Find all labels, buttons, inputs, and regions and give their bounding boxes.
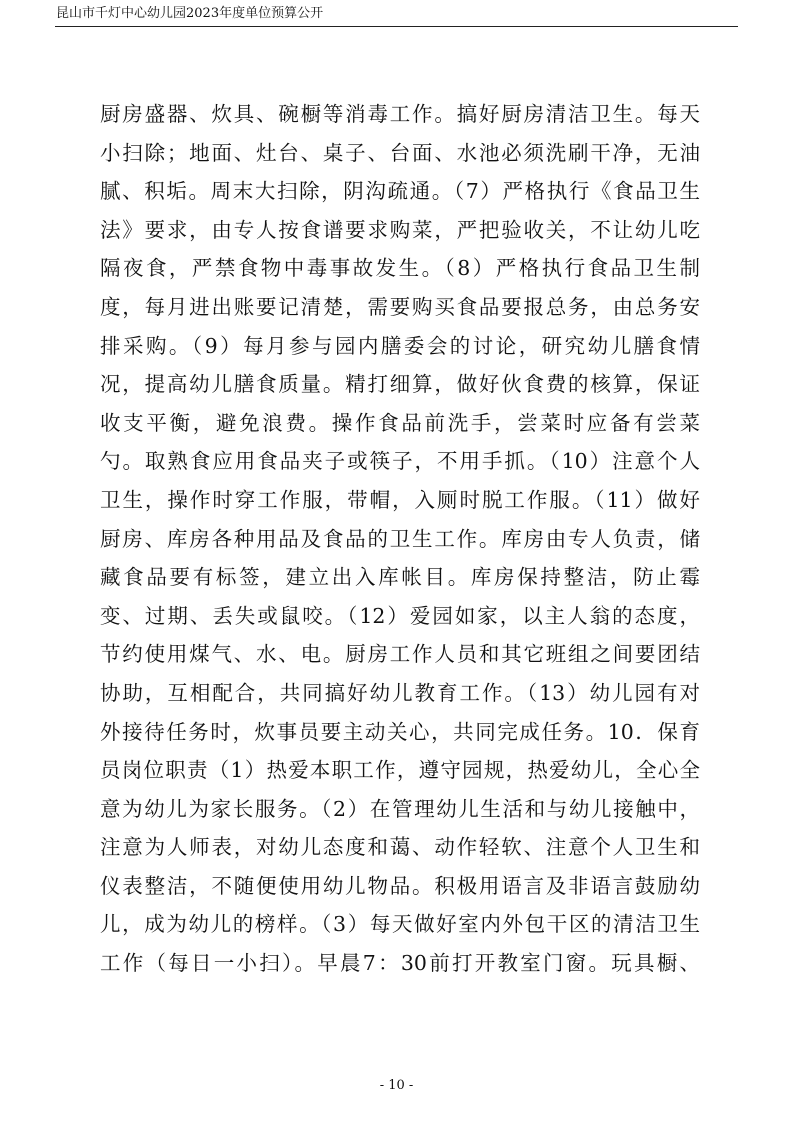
body-line: 腻、积垢。周末大扫除，阴沟疏通。（7）严格执行《食品卫生 bbox=[100, 179, 700, 204]
header-divider bbox=[55, 26, 738, 27]
body-line: 度，每月进出账要记清楚，需要购买食品要报总务，由总务安 bbox=[100, 294, 700, 319]
body-line: 注意为人师表，对幼儿态度和蔼、动作轻软、注意个人卫生和 bbox=[100, 835, 700, 860]
body-line: 收支平衡，避免浪费。操作食品前洗手，尝菜时应备有尝菜 bbox=[100, 410, 700, 435]
body-line: 卫生，操作时穿工作服，带帽，入厕时脱工作服。（11）做好 bbox=[100, 487, 700, 512]
body-line: 儿，成为幼儿的榜样。（3）每天做好室内外包干区的清洁卫生 bbox=[100, 912, 700, 937]
document-body bbox=[100, 95, 700, 983]
body-line: 仪表整洁，不随便使用幼儿物品。积极用语言及非语言鼓励幼 bbox=[100, 873, 700, 898]
body-line: 法》要求，由专人按食谱要求购菜，严把验收关，不让幼儿吃 bbox=[100, 217, 700, 242]
body-line: 小扫除；地面、灶台、桌子、台面、水池必须洗刷干净，无油 bbox=[100, 140, 700, 165]
body-line: 协助，互相配合，共同搞好幼儿教育工作。（13）幼儿园有对 bbox=[100, 680, 700, 705]
document-header-title: 昆山市千灯中心幼儿园2023年度单位预算公开 bbox=[56, 6, 324, 21]
body-line: 外接待任务时，炊事员要主动关心，共同完成任务。10．保育 bbox=[100, 719, 700, 744]
body-line: 员岗位职责（1）热爱本职工作，遵守园规，热爱幼儿，全心全 bbox=[100, 758, 700, 783]
page-number: - 10 - bbox=[379, 1078, 414, 1093]
body-line: 况，提高幼儿膳食质量。精打细算，做好伙食费的核算，保证 bbox=[100, 372, 700, 397]
body-line: 隔夜食，严禁食物中毒事故发生。（8）严格执行食品卫生制 bbox=[100, 256, 700, 281]
body-line: 变、过期、丢失或鼠咬。（12）爱园如家，以主人翁的态度， bbox=[100, 603, 700, 628]
body-line: 排采购。（9）每月参与园内膳委会的讨论，研究幼儿膳食情 bbox=[100, 333, 700, 358]
body-line: 工作（每日一小扫）。早晨7：30前打开教室门窗。玩具橱、 bbox=[100, 951, 700, 976]
body-line: 节约使用煤气、水、电。厨房工作人员和其它班组之间要团结 bbox=[100, 642, 700, 667]
body-line: 厨房盛器、炊具、碗橱等消毒工作。搞好厨房清洁卫生。每天 bbox=[100, 102, 700, 126]
body-line: 厨房、库房各种用品及食品的卫生工作。库房由专人负责，储 bbox=[100, 526, 700, 551]
body-line: 藏食品要有标签，建立出入库帐目。库房保持整洁，防止霉 bbox=[100, 565, 700, 590]
body-line: 勺。取熟食应用食品夹子或筷子，不用手抓。（10）注意个人 bbox=[100, 449, 700, 474]
body-line: 意为幼儿为家长服务。（2）在管理幼儿生活和与幼儿接触中， bbox=[100, 796, 700, 821]
